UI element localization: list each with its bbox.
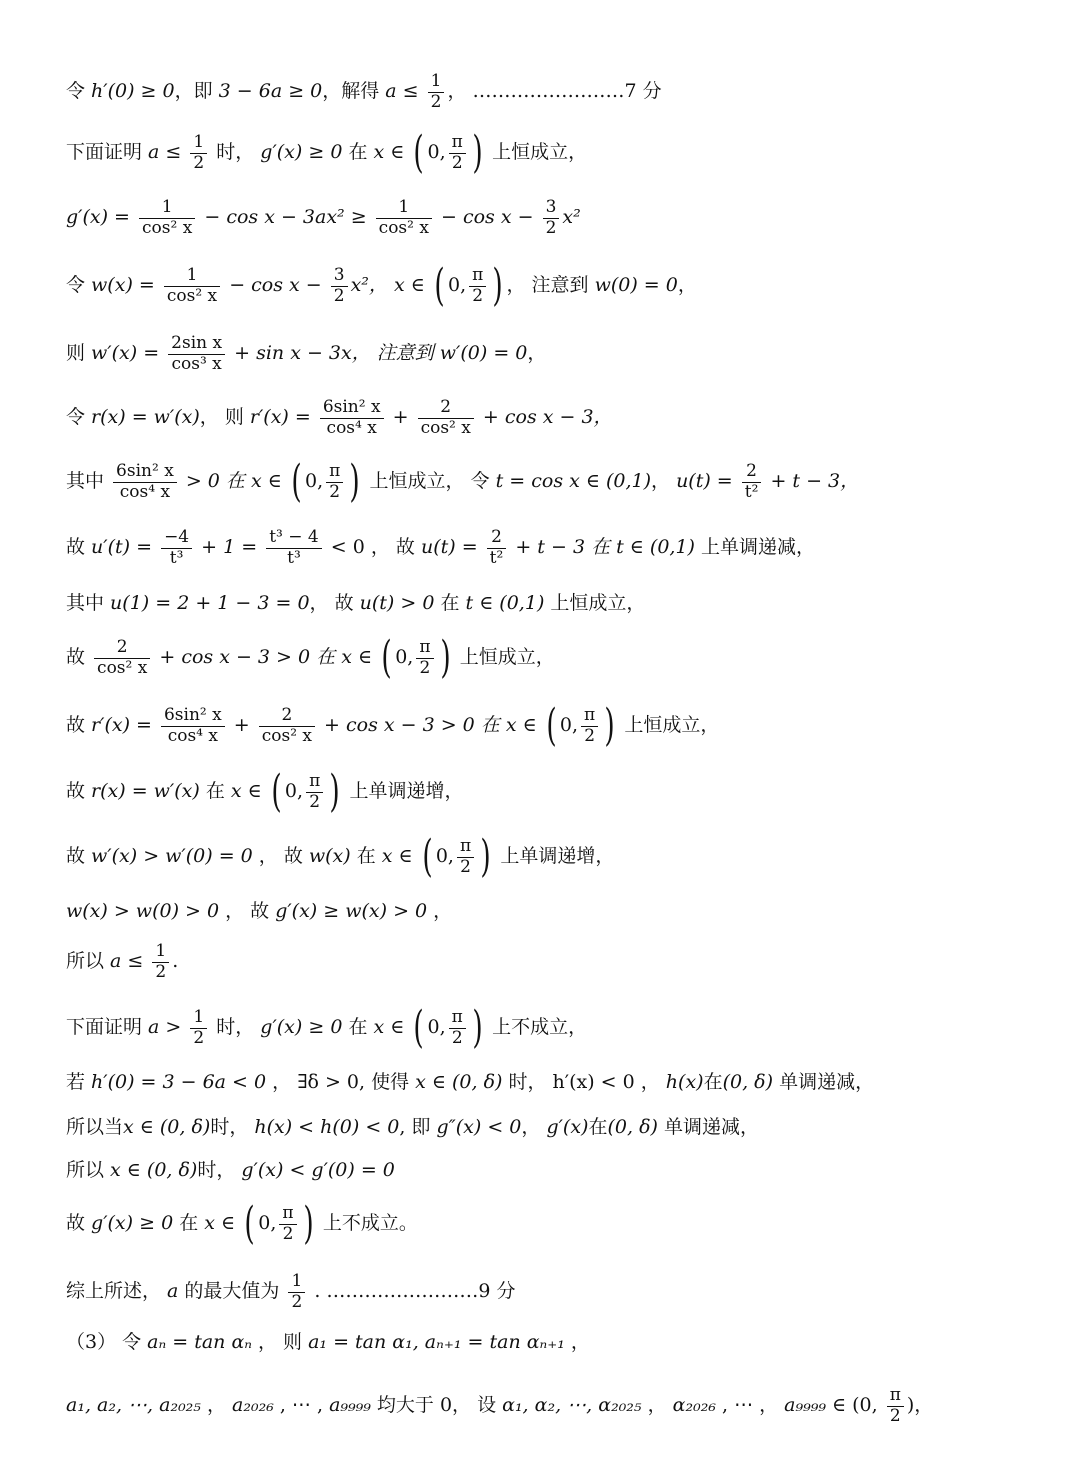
fraction-numerator: 1 — [376, 198, 432, 219]
fraction — [161, 528, 192, 568]
fraction-numerator: π — [457, 837, 474, 858]
math: x ∈ — [230, 780, 268, 803]
math: u(t) > 0 — [359, 592, 435, 614]
interval-start: 0, — [427, 141, 446, 164]
fraction-denominator: t³ — [169, 547, 184, 568]
fraction — [581, 706, 598, 746]
fraction — [168, 334, 225, 374]
math: x ∈ — [373, 141, 411, 164]
text: 在 — [434, 592, 466, 614]
fraction-denominator: cos⁴ x — [119, 481, 171, 502]
math: + t − 3 在 — [509, 536, 617, 559]
text: 所以 — [66, 1159, 111, 1181]
fraction-numerator: 1 — [139, 198, 195, 219]
fraction-numerator: 1 — [190, 133, 207, 154]
fraction-denominator: 2 — [329, 481, 341, 502]
math: u(t) = — [420, 536, 484, 559]
text: ， — [427, 900, 453, 922]
text: 时， — [210, 1116, 255, 1138]
text: 综上所述， — [66, 1280, 168, 1303]
math: aₙ = tan αₙ — [147, 1331, 252, 1353]
math: u(t) = — [676, 470, 739, 493]
text: 时， — [197, 1159, 242, 1181]
fraction — [376, 198, 432, 238]
score-note: . ……………………9 分 — [308, 1280, 516, 1303]
text: （3） 令 — [66, 1331, 148, 1353]
interval: ( 0, $\frac{\pi}{2}$ ) — [244, 1198, 314, 1250]
line-21 — [66, 1272, 1040, 1312]
text: < 0 ， 故 — [324, 536, 421, 559]
text: 则 — [66, 342, 92, 365]
fraction-numerator: t³ − 4 — [266, 528, 322, 549]
math: − cos x − — [434, 206, 540, 229]
math: g′(x) ≥ 0 — [91, 1212, 174, 1235]
text: ， 故 — [219, 900, 276, 922]
text: ， — [200, 1394, 233, 1417]
fraction-denominator: 2 — [309, 791, 321, 812]
line-3 — [66, 198, 1040, 238]
fraction-denominator: 2 — [451, 1027, 463, 1048]
line-4 — [66, 260, 1040, 312]
line-19 — [66, 1159, 1040, 1182]
line-7 — [66, 456, 1040, 508]
math: w′(x) > w′(0) = 0 — [91, 845, 253, 868]
math: x ∈ — [381, 845, 419, 868]
fraction-denominator: 2 — [193, 152, 205, 173]
fraction-denominator: cos² x — [166, 285, 218, 306]
math: w(0) = 0 — [594, 274, 678, 297]
text: ， 注意到 — [506, 274, 595, 297]
text: 上恒成立， — [486, 141, 588, 164]
text: 上恒成立， 令 — [363, 470, 496, 493]
math: w(x) — [308, 845, 351, 868]
fraction-numerator: 6sin² x — [161, 706, 225, 727]
math: + sin x − 3x， 注意到 — [228, 342, 440, 365]
text: , ⋯ , — [273, 1394, 330, 1417]
fraction-numerator: 2 — [487, 528, 507, 549]
text: ，解得 — [322, 80, 386, 103]
text: 故 — [66, 1212, 92, 1235]
text: ， — [564, 1331, 590, 1353]
text: 时， — [210, 141, 261, 164]
text: 单调递减， — [773, 1071, 875, 1093]
math: 3 − 6a ≥ 0 — [218, 80, 323, 103]
math: + cos x − 3 > 0 在 — [153, 646, 342, 669]
fraction-numerator: 2 — [418, 398, 474, 419]
text: 故 — [66, 780, 92, 803]
math: x ∈ — [250, 470, 288, 493]
text: ， 故 — [252, 845, 309, 868]
math: u′(t) = — [91, 536, 159, 559]
text: 在 — [173, 1212, 205, 1235]
fraction-denominator: t³ — [287, 547, 301, 568]
math: − cos x − 3ax² ≥ — [198, 206, 373, 229]
text: 令 — [66, 80, 92, 103]
math: a ≤ — [385, 80, 425, 103]
fraction-numerator: π — [469, 266, 486, 287]
interval: ( 0, $\frac{\pi}{2}$ ) — [271, 766, 340, 818]
fraction-denominator: 2 — [472, 285, 484, 306]
math: x²， — [350, 274, 394, 297]
fraction — [152, 942, 169, 982]
interval-start: 0, — [258, 1212, 277, 1235]
math: a > — [148, 1016, 188, 1039]
text: )， — [906, 1394, 934, 1417]
fraction-numerator: π — [449, 133, 466, 154]
fraction-numerator: π — [306, 772, 323, 793]
math: h′(0) = 3 − 6a < 0 — [91, 1071, 267, 1093]
fraction — [416, 638, 433, 678]
line-18 — [66, 1116, 1040, 1139]
text: 在 — [199, 780, 231, 803]
fraction-numerator: 6sin² x — [113, 462, 177, 483]
text: ， 故 — [309, 592, 360, 614]
line-9 — [66, 592, 1040, 615]
text: 上恒成立， — [618, 714, 720, 737]
line-23 — [66, 1386, 1040, 1426]
math: + t − 3， — [764, 470, 860, 493]
text: 其中 — [66, 592, 111, 614]
line-6 — [66, 398, 1040, 438]
math: g′(x) ≥ 0 — [260, 141, 343, 164]
math: r′(x) = — [91, 714, 158, 737]
fraction-denominator: 2 — [460, 856, 471, 877]
math: g′(x) — [546, 1116, 589, 1138]
fraction-numerator: π — [416, 638, 433, 659]
text: ， — [677, 274, 697, 297]
math: w(x) = — [91, 274, 161, 297]
text: 故 — [66, 845, 92, 868]
line-16 — [66, 1002, 1040, 1054]
interval-start: 0, — [559, 714, 579, 737]
fraction-numerator: 1 — [428, 72, 445, 93]
math: g′(x) < g′(0) = 0 — [241, 1159, 395, 1181]
text: 上恒成立， — [453, 646, 555, 669]
text: 所以当 — [66, 1116, 124, 1138]
math: (0, δ) — [722, 1071, 774, 1093]
text: . — [172, 950, 179, 973]
score-note: ， ……………………7 分 — [447, 80, 662, 103]
fraction — [113, 462, 177, 502]
math: a ≤ — [110, 950, 150, 973]
text: ， 则 — [251, 1331, 309, 1353]
fraction-numerator: π — [449, 1008, 466, 1029]
text: 上单调递增， — [343, 780, 464, 803]
math: a₉₉₉₉ — [329, 1394, 371, 1417]
fraction-numerator: 6sin² x — [320, 398, 384, 419]
math: α₂₀₂₆ — [672, 1394, 716, 1417]
interval: ( 0, $\frac{\pi}{2}$ ) — [413, 127, 483, 179]
fraction-denominator: 2 — [193, 1027, 205, 1048]
text: 上恒成立， — [544, 592, 646, 614]
fraction — [259, 706, 315, 746]
fraction-denominator: cos⁴ x — [167, 725, 218, 746]
fraction-denominator: cos² x — [261, 725, 313, 746]
fraction-numerator: 3 — [543, 198, 560, 219]
line-11 — [66, 700, 1040, 752]
interval-start: 0, — [304, 470, 324, 493]
fraction-numerator: 2 — [259, 706, 315, 727]
math: r′(x) = — [249, 406, 317, 429]
text: 在 — [588, 1116, 608, 1138]
fraction-denominator: t² — [489, 547, 504, 568]
fraction-numerator: 1 — [152, 942, 169, 963]
math: g″(x) < 0 — [436, 1116, 522, 1138]
math: x ∈ — [204, 1212, 242, 1235]
text: ， 则 — [199, 406, 250, 429]
interval-start: 0, — [284, 780, 304, 803]
math: + cos x − 3 > 0 在 — [318, 714, 506, 737]
text: ，即 — [174, 80, 219, 103]
fraction — [469, 266, 486, 306]
math: − cos x − — [223, 274, 328, 297]
math: w′(0) = 0 — [439, 342, 528, 365]
math: a₂₀₂₆ — [232, 1394, 274, 1417]
text: ， — [651, 470, 677, 493]
math: w′(x) = — [91, 342, 166, 365]
text: 下面证明 — [66, 1016, 149, 1039]
text: 故 — [66, 536, 92, 559]
text: ∈ (0, — [825, 1394, 884, 1417]
fraction-numerator: 2 — [742, 462, 762, 483]
line-12 — [66, 766, 1040, 818]
fraction — [428, 72, 445, 112]
interval: ( 0, $\frac{\pi}{2}$ ) — [381, 632, 451, 684]
math: a ≤ — [148, 141, 188, 164]
math: x ∈ — [393, 274, 431, 297]
interval: ( 0, $\frac{\pi}{2}$ ) — [546, 700, 615, 752]
math: r(x) = w′(x) — [91, 780, 200, 803]
math: a₁, a₂, ⋯, a₂₀₂₅ — [66, 1394, 201, 1417]
line-10 — [66, 632, 1040, 684]
math: x ∈ — [341, 646, 379, 669]
text: 上不成立， — [486, 1016, 588, 1039]
fraction — [94, 638, 150, 678]
fraction-denominator: 2 — [291, 1291, 303, 1312]
fraction — [449, 133, 466, 173]
text: 上不成立。 — [316, 1212, 418, 1235]
interval: ( 0, $\frac{\pi}{2}$ ) — [422, 831, 491, 883]
math: (0, δ) — [607, 1116, 658, 1138]
line-20 — [66, 1198, 1040, 1250]
line-14 — [66, 900, 1040, 923]
fraction-denominator: 2 — [430, 91, 442, 112]
math: h(x) — [665, 1071, 704, 1093]
fraction-numerator: 1 — [288, 1272, 305, 1293]
text: 时， h′(x) < 0 ， — [502, 1071, 666, 1093]
fraction-denominator: 2 — [451, 152, 463, 173]
math: x² — [562, 206, 581, 229]
fraction-numerator: 1 — [190, 1008, 207, 1029]
fraction-denominator: t² — [744, 481, 759, 502]
text: 在 — [342, 141, 374, 164]
math: x ∈ (0, δ) — [123, 1116, 211, 1138]
line-17 — [66, 1071, 1040, 1094]
math: x ∈ — [505, 714, 543, 737]
fraction-numerator: π — [279, 1204, 296, 1225]
text: 其中 — [66, 470, 111, 493]
math: h′(0) ≥ 0 — [91, 80, 175, 103]
fraction-numerator: π — [581, 706, 598, 727]
interval-start: 0, — [435, 845, 454, 868]
fraction — [320, 398, 384, 438]
fraction — [457, 837, 474, 877]
math: t ∈ (0,1) — [616, 536, 695, 559]
text: ， ∃δ > 0, 使得 — [266, 1071, 416, 1093]
text: ， — [527, 342, 547, 365]
interval-start: 0, — [395, 646, 414, 669]
text: 均大于 0， 设 — [370, 1394, 503, 1417]
text: 上单调递增， — [494, 845, 615, 868]
text: , ⋯ ， — [715, 1394, 785, 1417]
fraction-numerator: 3 — [331, 266, 348, 287]
text: + — [227, 714, 256, 737]
fraction-numerator: 2 — [94, 638, 150, 659]
interval: ( 0, $\frac{\pi}{2}$ ) — [413, 1002, 483, 1054]
text: 令 — [66, 274, 92, 297]
fraction — [139, 198, 195, 238]
fraction-numerator: π — [326, 462, 343, 483]
fraction-denominator: 2 — [584, 725, 596, 746]
text: 若 — [66, 1071, 92, 1093]
line-1 — [66, 72, 1040, 112]
fraction — [449, 1008, 466, 1048]
fraction-denominator: 2 — [155, 961, 167, 982]
fraction-denominator: 2 — [545, 217, 557, 238]
fraction-numerator: 2sin x — [168, 334, 225, 355]
math: h(x) < h(0) < 0 — [254, 1116, 400, 1138]
fraction — [306, 772, 323, 812]
fraction-denominator: cos⁴ x — [326, 417, 377, 438]
math: + 1 = — [195, 536, 264, 559]
text: 时， — [210, 1016, 261, 1039]
fraction-numerator: 1 — [164, 266, 220, 287]
math: g′(x) ≥ w(x) > 0 — [275, 900, 428, 922]
text: 单调递减， — [657, 1116, 759, 1138]
line-15 — [66, 942, 1040, 982]
line-22 — [66, 1331, 1040, 1354]
fraction-numerator: π — [887, 1386, 904, 1407]
text: 在 — [703, 1071, 723, 1093]
text: 下面证明 — [66, 141, 149, 164]
math: t ∈ (0,1) — [465, 592, 545, 614]
math: + cos x − 3， — [476, 406, 613, 429]
text: 上单调递减， — [694, 536, 815, 559]
text: 在 — [350, 845, 382, 868]
fraction-denominator: cos² x — [420, 417, 471, 438]
text: 的最大值为 — [178, 1280, 286, 1303]
line-8 — [66, 528, 1040, 568]
text: , 即 — [399, 1116, 437, 1138]
fraction-denominator: cos² x — [378, 217, 429, 238]
fraction — [487, 528, 507, 568]
text: ， — [521, 1116, 547, 1138]
fraction — [164, 266, 220, 306]
fraction — [161, 706, 225, 746]
fraction — [887, 1386, 904, 1426]
math: g′(x) = — [66, 206, 137, 229]
text: 在 — [342, 1016, 374, 1039]
math: x ∈ (0, δ) — [415, 1071, 503, 1093]
math: u(1) = 2 + 1 − 3 = 0 — [110, 592, 310, 614]
math: x ∈ (0, δ) — [110, 1159, 198, 1181]
math: a — [167, 1280, 179, 1303]
interval-start: 0, — [447, 274, 467, 297]
math: w(x) > w(0) > 0 — [66, 900, 220, 922]
interval-start: 0, — [427, 1016, 446, 1039]
fraction — [288, 1272, 305, 1312]
math: r(x) = w′(x) — [91, 406, 200, 429]
fraction — [742, 462, 762, 502]
text: 故 — [66, 714, 92, 737]
line-13 — [66, 831, 1040, 883]
text: + — [386, 406, 415, 429]
line-2 — [66, 127, 1040, 179]
interval: ( 0, $\frac{\pi}{2}$ ) — [291, 456, 361, 508]
text: 令 — [66, 406, 92, 429]
fraction — [266, 528, 322, 568]
line-5 — [66, 334, 1040, 374]
math: x ∈ — [373, 1016, 411, 1039]
math: > 0 在 — [179, 470, 251, 493]
math: t = cos x ∈ (0,1) — [495, 470, 652, 493]
fraction — [331, 266, 348, 306]
text: ， — [641, 1394, 673, 1417]
math: g′(x) ≥ 0 — [260, 1016, 343, 1039]
math: a₉₉₉₉ — [784, 1394, 826, 1417]
fraction — [543, 198, 560, 238]
fraction — [190, 133, 207, 173]
fraction — [190, 1008, 207, 1048]
math: a₁ = tan α₁, aₙ₊₁ = tan αₙ₊₁ — [308, 1331, 565, 1353]
fraction-denominator: cos² x — [142, 217, 193, 238]
fraction-denominator: 2 — [282, 1223, 294, 1244]
fraction-numerator: −4 — [161, 528, 192, 549]
interval: ( 0, $\frac{\pi}{2}$ ) — [434, 260, 504, 312]
fraction-denominator: cos² x — [97, 657, 148, 678]
math: α₁, α₂, ⋯, α₂₀₂₅ — [502, 1394, 642, 1417]
fraction — [279, 1204, 296, 1244]
fraction-denominator: cos³ x — [171, 353, 222, 374]
fraction-denominator: 2 — [889, 1405, 901, 1426]
text: 故 — [66, 646, 92, 669]
text: 所以 — [66, 950, 111, 973]
fraction — [326, 462, 343, 502]
fraction — [418, 398, 474, 438]
fraction-denominator: 2 — [419, 657, 431, 678]
fraction-denominator: 2 — [333, 285, 345, 306]
